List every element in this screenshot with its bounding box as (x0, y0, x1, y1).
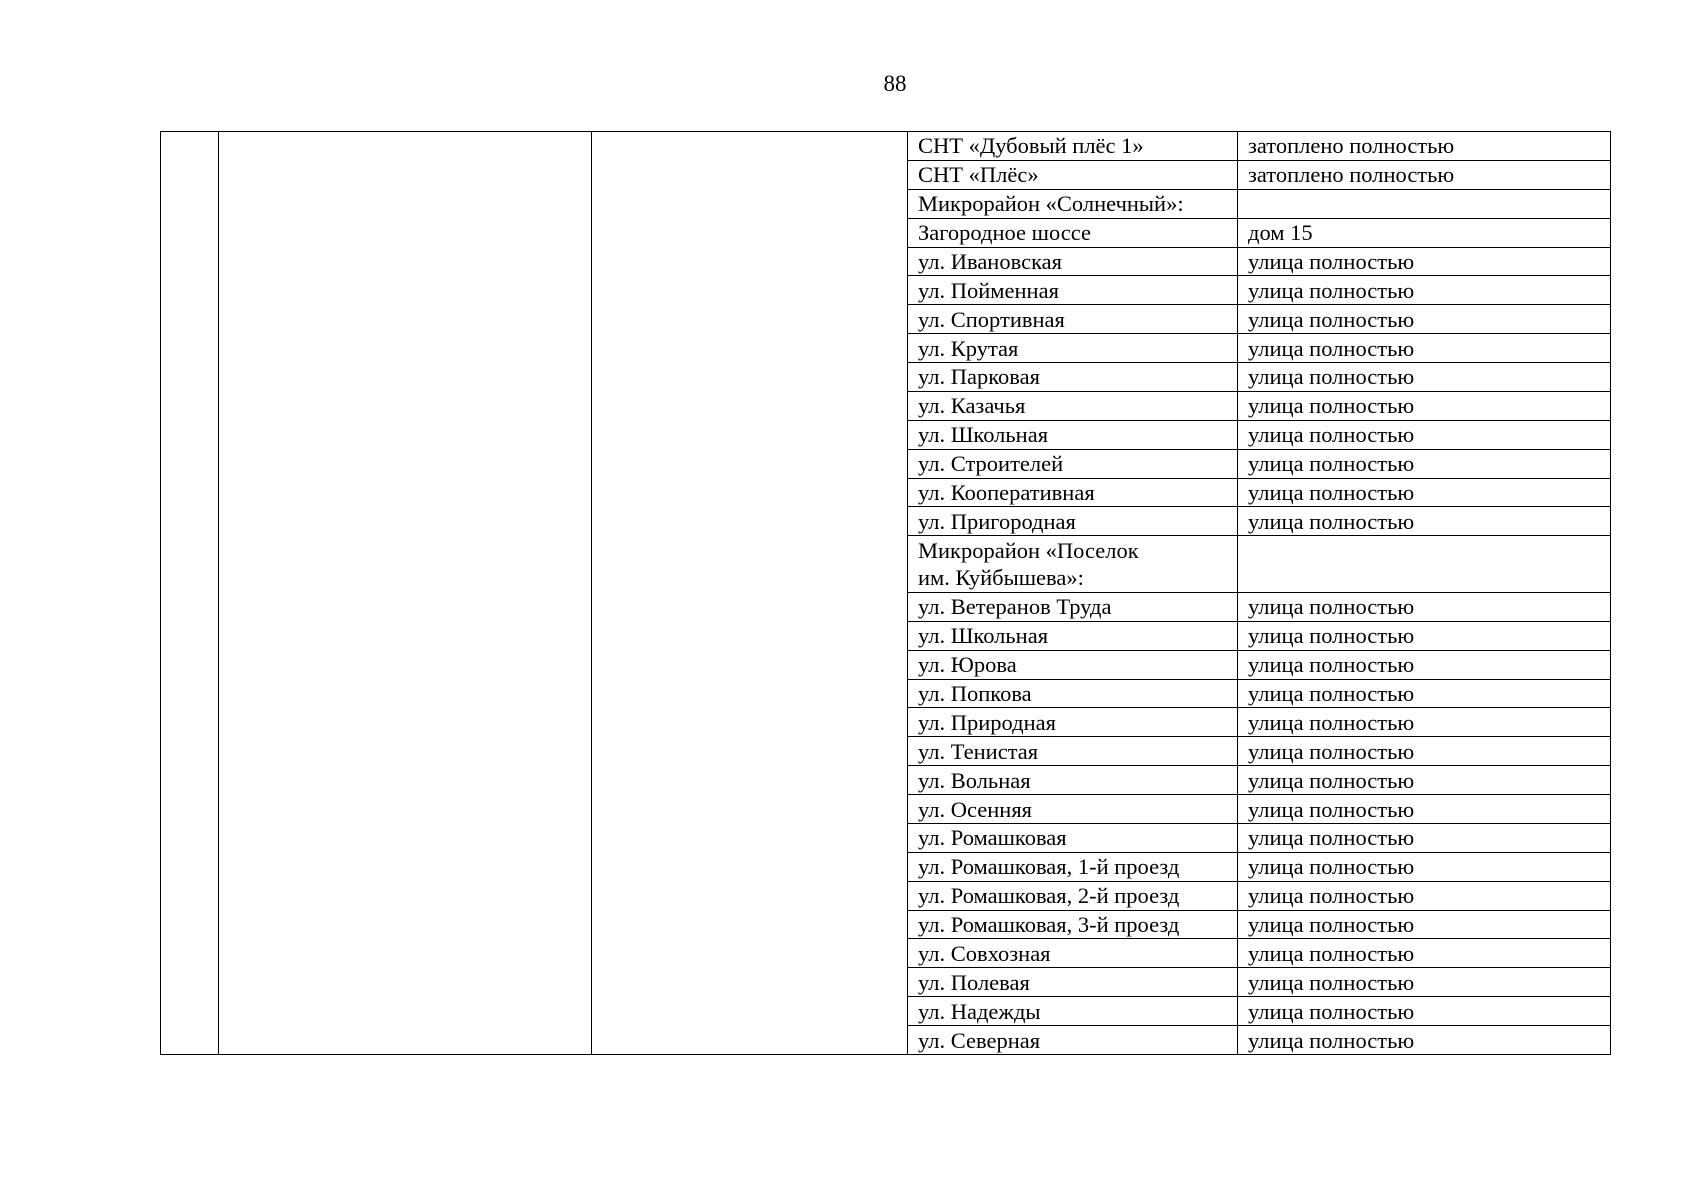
place-cell: СНТ «Дубовый плёс 1» (908, 132, 1238, 161)
place-cell: ул. Природная (908, 708, 1238, 737)
blank-settlement-cell (592, 132, 908, 1055)
extent-cell (1238, 536, 1611, 593)
extent-cell: улица полностью (1238, 363, 1611, 392)
place-cell: ул. Ветеранов Труда (908, 592, 1238, 621)
extent-cell: улица полностью (1238, 449, 1611, 478)
place-cell: ул. Пригородная (908, 507, 1238, 536)
extent-cell: улица полностью (1238, 881, 1611, 910)
place-line: Микрорайон «Поселок (918, 538, 1139, 564)
place-line: им. Куйбышева»: (918, 565, 1084, 591)
place-cell: ул. Ромашковая, 1-й проезд (908, 852, 1238, 881)
place-cell: ул. Школьная (908, 420, 1238, 449)
extent-cell: улица полностью (1238, 247, 1611, 276)
place-cell: ул. Спортивная (908, 305, 1238, 334)
blank-district-cell (219, 132, 592, 1055)
place-cell: ул. Ивановская (908, 247, 1238, 276)
extent-cell: улица полностью (1238, 968, 1611, 997)
extent-cell: дом 15 (1238, 218, 1611, 247)
flood-zone-table (160, 131, 1611, 1055)
place-cell: ул. Полевая (908, 968, 1238, 997)
place-cell: ул. Тенистая (908, 737, 1238, 766)
extent-cell: улица полностью (1238, 621, 1611, 650)
extent-cell: улица полностью (1238, 737, 1611, 766)
place-cell: ул. Попкова (908, 679, 1238, 708)
place-cell: ул. Парковая (908, 363, 1238, 392)
table-row (161, 132, 1611, 161)
extent-cell: улица полностью (1238, 766, 1611, 795)
extent-cell: улица полностью (1238, 852, 1611, 881)
extent-cell: затоплено полностью (1238, 160, 1611, 189)
extent-cell: улица полностью (1238, 305, 1611, 334)
extent-cell: улица полностью (1238, 276, 1611, 305)
extent-cell: улица полностью (1238, 679, 1611, 708)
blank-number-cell (161, 132, 219, 1055)
extent-cell: улица полностью (1238, 795, 1611, 824)
extent-cell: улица полностью (1238, 997, 1611, 1026)
extent-cell: улица полностью (1238, 334, 1611, 363)
place-cell: ул. Пойменная (908, 276, 1238, 305)
extent-cell: улица полностью (1238, 420, 1611, 449)
place-cell: ул. Ромашковая (908, 823, 1238, 852)
place-cell: ул. Казачья (908, 391, 1238, 420)
place-cell: ул. Ромашковая, 2-й проезд (908, 881, 1238, 910)
place-cell (908, 536, 1238, 593)
extent-cell: улица полностью (1238, 391, 1611, 420)
place-cell: ул. Крутая (908, 334, 1238, 363)
extent-cell: улица полностью (1238, 507, 1611, 536)
extent-cell: улица полностью (1238, 592, 1611, 621)
place-cell: Микрорайон «Солнечный»: (908, 189, 1238, 218)
place-cell: ул. Юрова (908, 650, 1238, 679)
extent-cell: улица полностью (1238, 823, 1611, 852)
place-cell: ул. Северная (908, 1026, 1238, 1055)
place-cell: ул. Вольная (908, 766, 1238, 795)
page-number: 88 (883, 71, 907, 96)
place-cell: ул. Кооперативная (908, 478, 1238, 507)
place-cell: ул. Надежды (908, 997, 1238, 1026)
place-cell: Загородное шоссе (908, 218, 1238, 247)
extent-cell: улица полностью (1238, 708, 1611, 737)
place-cell: ул. Совхозная (908, 939, 1238, 968)
place-cell: ул. Школьная (908, 621, 1238, 650)
extent-cell: улица полностью (1238, 650, 1611, 679)
extent-cell: затоплено полностью (1238, 132, 1611, 161)
extent-cell (1238, 189, 1611, 218)
place-cell: ул. Осенняя (908, 795, 1238, 824)
extent-cell: улица полностью (1238, 939, 1611, 968)
place-cell: ул. Ромашковая, 3-й проезд (908, 910, 1238, 939)
place-cell: ул. Строителей (908, 449, 1238, 478)
extent-cell: улица полностью (1238, 478, 1611, 507)
extent-cell: улица полностью (1238, 1026, 1611, 1055)
extent-cell: улица полностью (1238, 910, 1611, 939)
place-cell: СНТ «Плёс» (908, 160, 1238, 189)
